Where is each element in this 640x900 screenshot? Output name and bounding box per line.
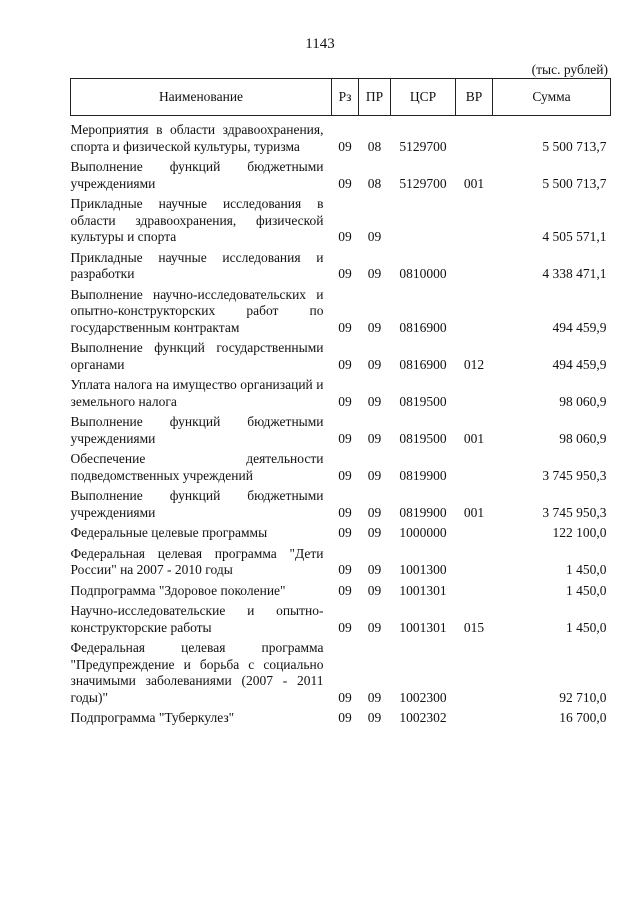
row-rz: 09	[338, 393, 352, 409]
row-rz: 09	[338, 229, 352, 244]
row-csr: 0816900	[399, 356, 447, 372]
table-row	[71, 287, 611, 341]
row-vr	[456, 250, 493, 287]
row-csr: 1000000	[399, 525, 447, 540]
row-pr: 09	[367, 562, 382, 577]
row-name: Выполнение функций бюджетными учреждениями	[70, 488, 324, 520]
row-name: Прикладные научные исследования в области здравоохранения, физической культуры и спорта	[70, 196, 324, 244]
row-sum: 4 338 471,1	[542, 266, 607, 281]
row-rz: 09	[338, 504, 352, 520]
row-vr: 015	[463, 619, 485, 635]
row-name: Выполнение функций государственными органами	[70, 340, 324, 372]
row-csr: 0819900	[399, 467, 447, 483]
row-sum: 4 505 571,1	[542, 229, 607, 244]
row-rz: 09	[338, 525, 352, 540]
table-row	[71, 340, 611, 377]
row-vr	[456, 525, 493, 546]
row-sum: 1 450,0	[566, 562, 607, 577]
row-name: Выполнение функций бюджетными учреждениями	[70, 159, 324, 191]
row-pr: 09	[367, 619, 382, 635]
row-csr	[391, 196, 456, 250]
table-row	[71, 451, 611, 488]
row-vr	[456, 640, 493, 710]
row-pr: 09	[367, 393, 382, 409]
row-vr	[456, 196, 493, 250]
header-sum: Сумма	[493, 79, 611, 116]
table-row	[71, 116, 611, 160]
row-rz: 09	[338, 430, 352, 446]
row-csr: 1002300	[399, 689, 447, 705]
row-csr: 0819500	[399, 430, 447, 446]
table-row	[71, 159, 611, 196]
row-csr: 1001301	[399, 619, 447, 635]
row-sum: 122 100,0	[552, 525, 607, 540]
row-vr: 001	[463, 175, 485, 191]
table-row	[71, 710, 611, 731]
row-vr	[456, 451, 493, 488]
row-rz: 09	[338, 319, 352, 335]
row-name: Выполнение научно-исследовательских и опытно-конструкторских работ по государственным контрактам	[70, 286, 324, 335]
row-pr: 09	[367, 525, 382, 540]
row-sum: 494 459,9	[552, 319, 607, 335]
row-pr: 09	[367, 430, 382, 446]
row-csr: 0810000	[399, 266, 447, 281]
row-pr: 09	[367, 319, 382, 335]
row-vr	[456, 377, 493, 414]
row-sum: 5 500 713,7	[542, 175, 607, 191]
row-sum: 98 060,9	[559, 430, 607, 446]
table-row	[71, 250, 611, 287]
row-name: Федеральные целевые программы	[70, 525, 268, 540]
row-name: Обеспечение деятельности подведомственных учреждений	[70, 451, 324, 483]
row-sum: 1 450,0	[566, 619, 607, 635]
row-vr	[456, 583, 493, 604]
row-vr: 001	[463, 504, 485, 520]
table-row	[71, 414, 611, 451]
row-pr: 09	[367, 229, 382, 244]
row-csr: 1002302	[399, 710, 447, 725]
budget-table	[70, 78, 611, 731]
table-row	[71, 640, 611, 710]
row-pr: 09	[367, 356, 382, 372]
row-sum: 3 745 950,3	[542, 467, 607, 483]
row-pr: 09	[367, 582, 382, 598]
table-header	[71, 79, 611, 116]
row-vr	[456, 287, 493, 341]
row-name: Мероприятия в области здравоохранения, спорта и физической культуры, туризма	[70, 122, 324, 154]
row-csr: 5129700	[399, 138, 447, 154]
table-row	[71, 377, 611, 414]
table-row	[71, 583, 611, 604]
row-pr: 09	[367, 504, 382, 520]
row-csr: 0819900	[399, 504, 447, 520]
row-rz: 09	[338, 138, 352, 154]
header-rz: Рз	[332, 79, 359, 116]
row-rz: 09	[338, 467, 352, 483]
row-csr: 1001300	[399, 562, 447, 577]
table-body	[71, 116, 611, 731]
table-row	[71, 546, 611, 583]
row-name: Федеральная целевая программа "Предупреждение и борьба с социально значимыми заболеваниями (2007 - 2011 годы)"	[70, 640, 324, 705]
header-vr: ВР	[456, 79, 493, 116]
row-name: Федеральная целевая программа "Дети России" на 2007 - 2010 годы	[70, 545, 324, 577]
row-vr	[456, 546, 493, 583]
row-pr: 09	[367, 689, 382, 705]
row-rz: 09	[338, 356, 352, 372]
table-row	[71, 525, 611, 546]
row-sum: 5 500 713,7	[542, 138, 607, 154]
row-sum: 92 710,0	[559, 689, 607, 705]
row-pr: 08	[367, 175, 382, 191]
row-rz: 09	[338, 582, 352, 598]
row-name: Подпрограмма "Здоровое поколение"	[70, 582, 286, 598]
row-name: Подпрограмма "Туберкулез"	[70, 710, 235, 725]
row-csr: 0819500	[399, 393, 447, 409]
row-pr: 09	[367, 467, 382, 483]
row-pr: 09	[367, 710, 382, 725]
table-row	[71, 196, 611, 250]
units-label: (тыс. рублей)	[531, 62, 608, 77]
header-csr: ЦСР	[391, 79, 456, 116]
row-name: Научно-исследовательские и опытно-конструкторские работы	[70, 603, 324, 635]
row-rz: 09	[338, 619, 352, 635]
row-vr	[456, 116, 493, 160]
header-name: Наименование	[71, 79, 332, 116]
row-sum: 494 459,9	[552, 356, 607, 372]
row-sum: 1 450,0	[566, 582, 607, 598]
row-rz: 09	[338, 562, 352, 577]
row-pr: 08	[367, 138, 382, 154]
page-number: 1143	[305, 36, 335, 52]
table-row	[71, 603, 611, 640]
row-sum: 98 060,9	[559, 393, 607, 409]
table-row	[71, 488, 611, 525]
row-csr: 1001301	[399, 582, 447, 598]
row-rz: 09	[338, 175, 352, 191]
row-pr: 09	[367, 266, 382, 281]
row-rz: 09	[338, 689, 352, 705]
row-rz: 09	[338, 266, 352, 281]
row-name: Выполнение функций бюджетными учреждениями	[70, 414, 324, 446]
row-sum: 16 700,0	[559, 710, 607, 725]
row-csr: 0816900	[399, 319, 447, 335]
row-vr: 012	[463, 356, 485, 372]
row-name: Прикладные научные исследования и разработки	[70, 249, 324, 281]
row-name: Уплата налога на имущество организаций и земельного налога	[70, 377, 324, 409]
row-csr: 5129700	[399, 175, 447, 191]
row-vr: 001	[463, 430, 485, 446]
row-sum: 3 745 950,3	[542, 504, 607, 520]
row-vr	[456, 710, 493, 731]
row-rz: 09	[338, 710, 352, 725]
header-pr: ПР	[359, 79, 391, 116]
